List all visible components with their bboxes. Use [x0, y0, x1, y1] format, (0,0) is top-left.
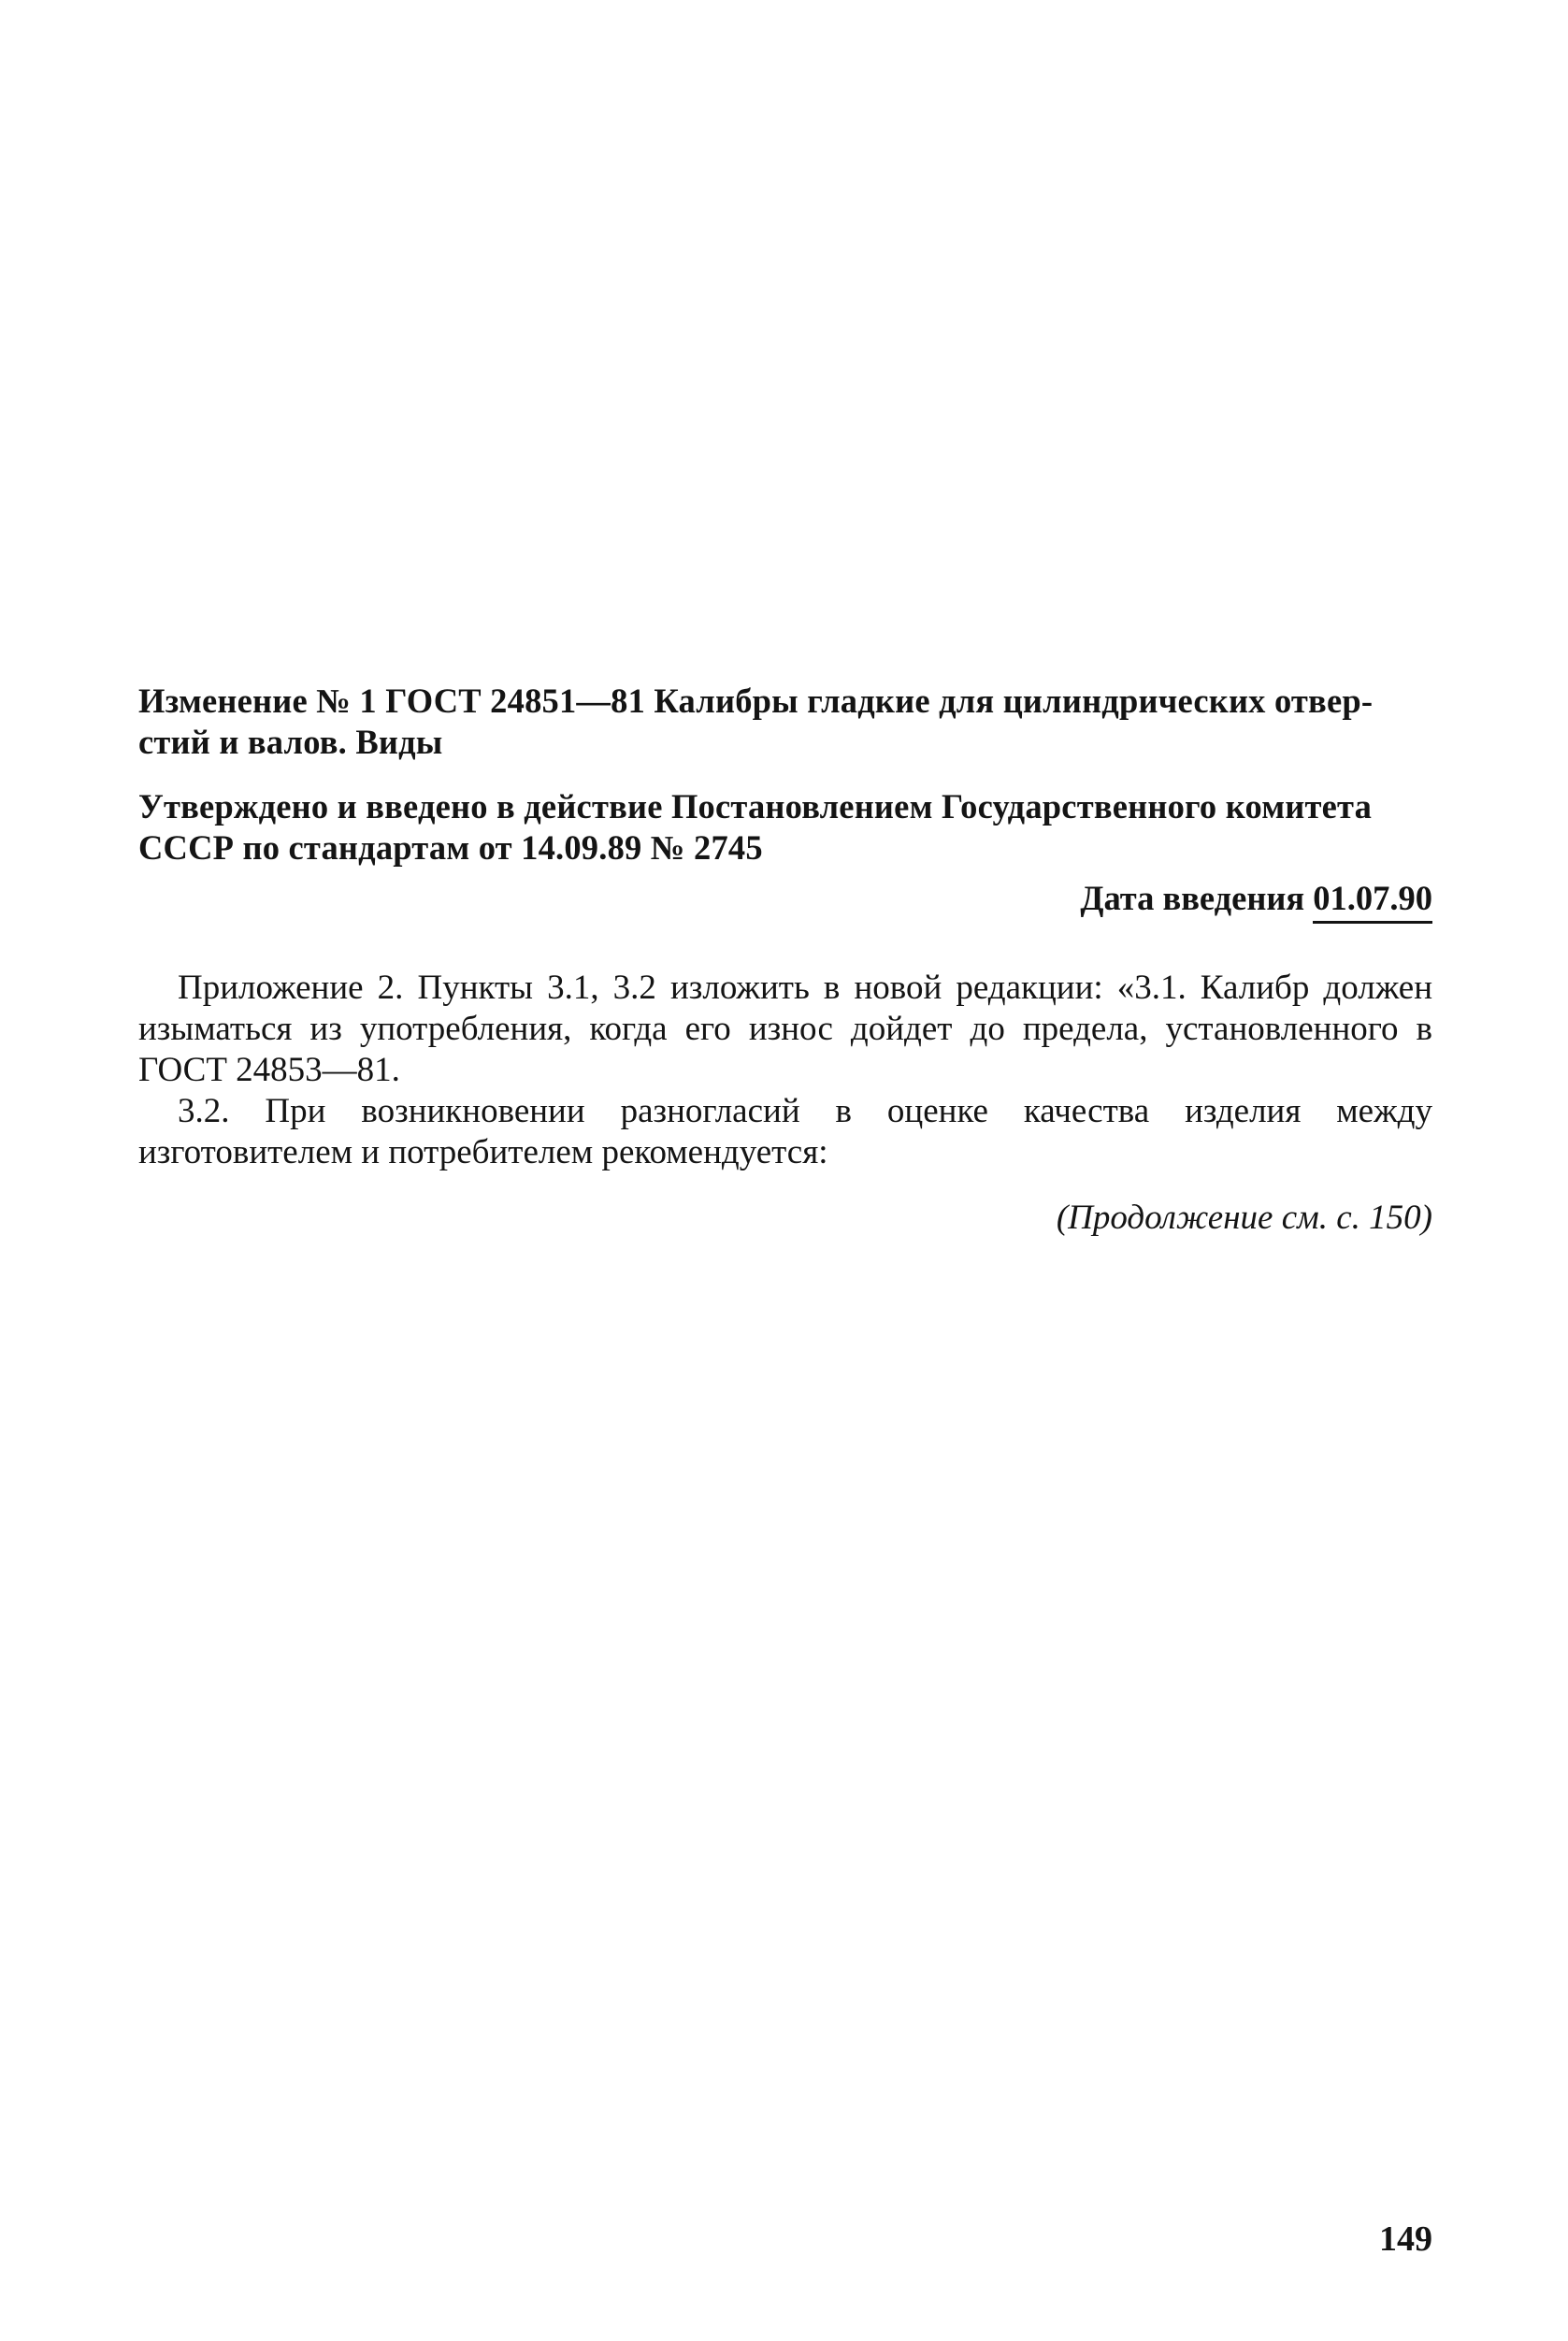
- amendment-title: [138, 681, 1432, 763]
- continuation-note: (Продолжение см. с. 150): [1056, 1199, 1432, 1237]
- amendment-body: [138, 968, 1432, 1173]
- page-number: 149: [1379, 2219, 1432, 2259]
- effective-date-value: 01.07.90: [1313, 879, 1432, 924]
- approval-statement: [138, 786, 1432, 869]
- approval-line-1: Утверждено и введено в действие Постановлением Государственного комитета: [138, 787, 1373, 826]
- approval-line-2: СССР по стандартам от 14.09.89 № 2745: [138, 828, 763, 867]
- effective-date-label: Дата введения: [1080, 879, 1305, 917]
- paragraph-appendix-2: Приложение 2. Пункты 3.1, 3.2 изложить в новой редакции: «3.1. Калибр должен изыматься из употребления, когда его износ дойдет до предела, установленного в ГОСТ 24853—81.: [138, 969, 1432, 1089]
- effective-date: [138, 878, 1432, 919]
- amendment-title-line-2: стий и валов. Виды: [138, 723, 443, 761]
- amendment-content: [138, 681, 1432, 1239]
- paragraph-3-2: 3.2. При возникновении разногласий в оценке качества изделия между изготовителем и потребителем рекомендуется:: [138, 1092, 1432, 1171]
- amendment-title-line-1: Изменение № 1 ГОСТ 24851—81 Калибры гладкие для цилиндрических отвер-: [138, 682, 1374, 720]
